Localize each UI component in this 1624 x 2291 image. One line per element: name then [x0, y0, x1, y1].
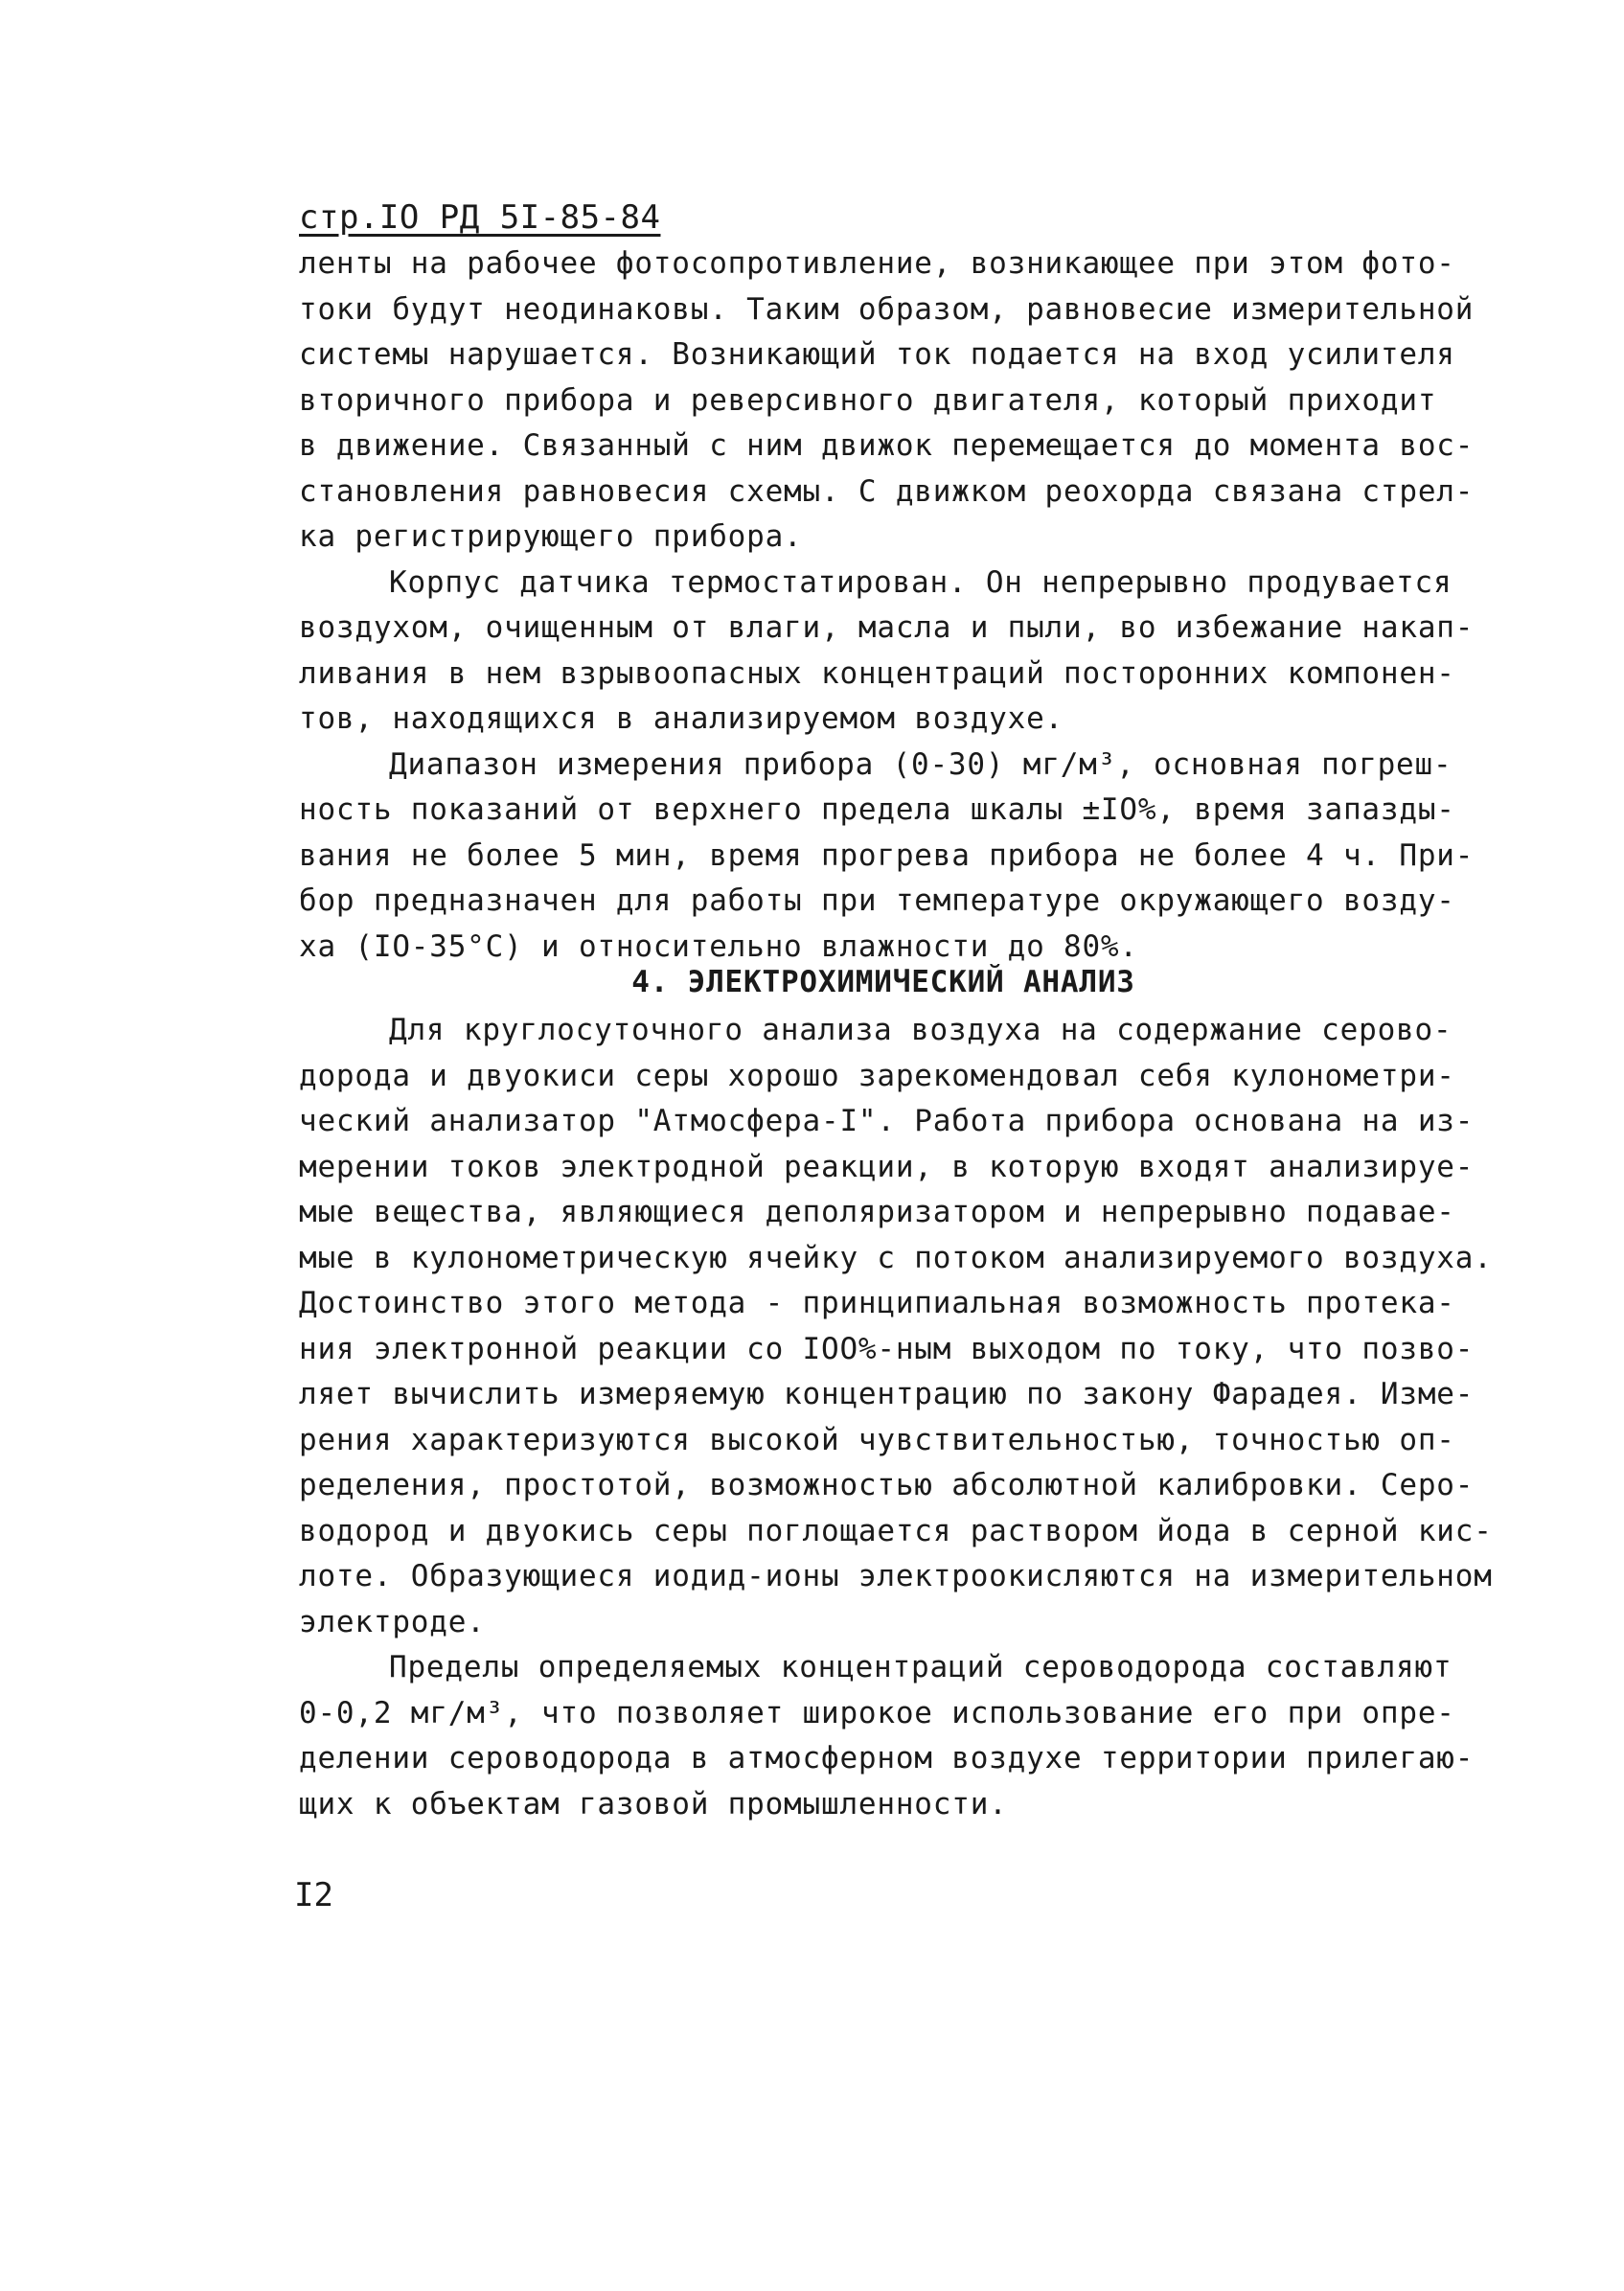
text-line: Достоинство этого метода - принципиальная возможность протека- — [299, 1286, 1455, 1320]
text-line: ха (IO-35°С) и относительно влажности до 80%. — [299, 928, 1138, 964]
text-line: делении сероводорода в атмосферном воздухе территории прилегаю- — [299, 1741, 1475, 1776]
page-header: стр.IO РД 5I-85-84 — [299, 198, 661, 237]
text-line: щих к объектам газовой промышленности. — [299, 1786, 1008, 1821]
page-number: I2 — [294, 1876, 333, 1914]
text-line: Корпус датчика термостатирован. Он непрерывно продувается — [389, 564, 1452, 600]
section-heading: 4. ЭЛЕКТРОХИМИЧЕСКИЙ АНАЛИЗ — [631, 965, 1135, 999]
text-line: бор предназначен для работы при температуре окружающего возду- — [299, 883, 1455, 918]
text-line: мые вещества, являющиеся деполяризатором и непрерывно подавае- — [299, 1195, 1455, 1229]
text-line: 0-0,2 мг/м³, что позволяет широкое использование его при опре- — [299, 1695, 1455, 1730]
text-line: системы нарушается. Возникающий ток подается на вход усилителя — [299, 337, 1455, 372]
text-line: вторичного прибора и реверсивного двигателя, который приходит — [299, 382, 1437, 418]
text-line: становления равновесия схемы. С движком реохорда связана стрел- — [299, 473, 1475, 509]
text-line: дорода и двуокиси серы хорошо зарекомендовал себя кулонометри- — [299, 1058, 1455, 1093]
text-line: вания не более 5 мин, время прогрева прибора не более 4 ч. При- — [299, 837, 1475, 873]
text-line: ленты на рабочее фотосопротивление, возникающее при этом фото- — [299, 246, 1455, 281]
text-line: ческий анализатор "Атмосфера-I". Работа прибора основана на из- — [299, 1104, 1475, 1138]
text-line: воздухом, очищенным от влаги, масла и пыли, во избежание накап- — [299, 610, 1475, 645]
text-line: ляет вычислить измеряемую концентрацию по закону Фарадея. Изме- — [299, 1377, 1475, 1411]
text-line: рения характеризуются высокой чувствительностью, точностью оп- — [299, 1422, 1455, 1457]
text-line: лоте. Образующиеся иодид-ионы электроокисляются на измерительном — [299, 1559, 1493, 1593]
text-line: водород и двуокись серы поглощается раствором йода в серной кис- — [299, 1513, 1493, 1548]
text-line: токи будут неодинаковы. Таким образом, равновесие измерительной — [299, 291, 1475, 327]
text-line: Пределы определяемых концентраций сероводорода составляют — [389, 1650, 1452, 1684]
text-line: тов, находящихся в анализируемом воздухе. — [299, 701, 1064, 736]
text-block-2 — [299, 1008, 1493, 1827]
text-line: ределения, простотой, возможностью абсолютной калибровки. Серо- — [299, 1468, 1475, 1502]
text-line: электроде. — [299, 1604, 486, 1639]
text-block-1 — [299, 241, 1475, 970]
text-line: в движение. Связанный с ним движок перемещается до момента вос- — [299, 428, 1475, 463]
text-line: Диапазон измерения прибора (0-30) мг/м³, основная погреш- — [389, 746, 1452, 782]
text-line: Для круглосуточного анализа воздуха на содержание серово- — [389, 1013, 1452, 1047]
text-line: мые в кулонометрическую ячейку с потоком анализируемого воздуха. — [299, 1240, 1493, 1275]
text-line: ливания в нем взрывоопасных концентраций посторонних компонен- — [299, 655, 1455, 691]
text-line: ность показаний от верхнего предела шкалы ±IO%, время запазды- — [299, 792, 1455, 827]
text-line: ния электронной реакции со IOO%-ным выходом по току, что позво- — [299, 1331, 1475, 1366]
text-line: ка регистрирующего прибора. — [299, 519, 803, 554]
text-line: мерении токов электродной реакции, в которую входят анализируе- — [299, 1149, 1475, 1184]
